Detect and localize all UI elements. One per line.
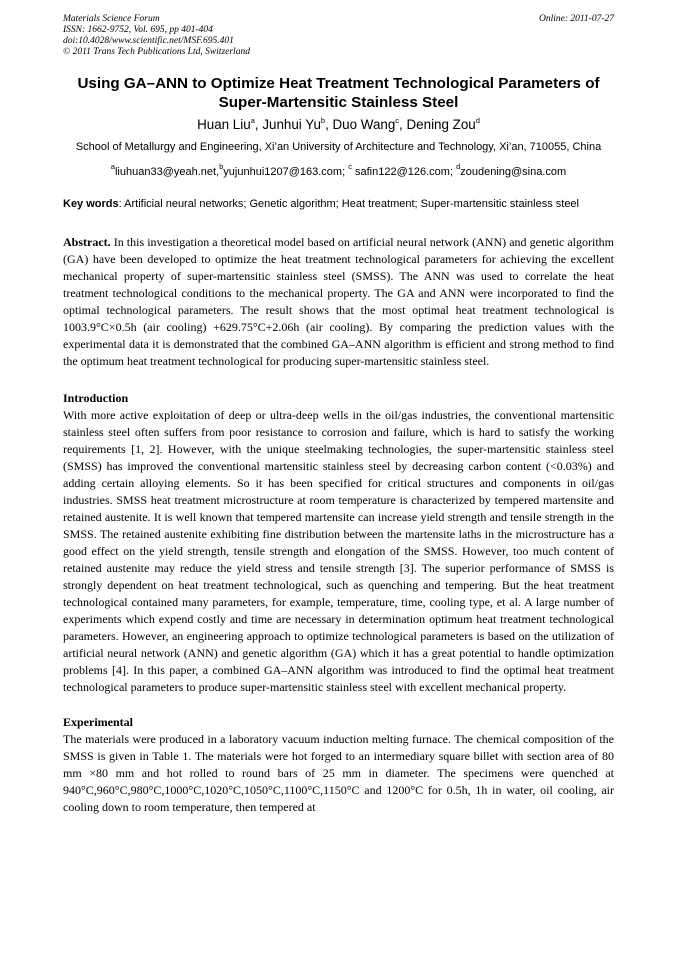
email-mark: c — [348, 162, 352, 172]
author-name: Dening Zou — [406, 117, 476, 132]
author — [262, 117, 332, 132]
affiliation: School of Metallurgy and Engineering, Xi’an University of Architecture and Technology, Xi’an, 710055, China — [75, 141, 602, 153]
author — [197, 117, 262, 132]
author — [333, 117, 407, 132]
copyright-notice: © 2011 Trans Tech Publications Ltd, Switzerland — [63, 47, 250, 57]
issn-volume: ISSN: 1662-9752, Vol. 695, pp 401-404 — [63, 25, 213, 35]
email-address[interactable]: liuhuan33@yeah.net, — [114, 166, 220, 178]
author-affiliation-mark: d — [475, 115, 480, 125]
author-emails — [63, 162, 614, 179]
abstract-label: Abstract. — [63, 235, 111, 249]
introduction-heading: Introduction — [63, 391, 129, 405]
email-address[interactable]: zoudening@sina.com — [460, 166, 567, 178]
author-affiliation-mark: b — [320, 115, 326, 125]
journal-name: Materials Science Forum — [63, 14, 160, 24]
author-name: Duo Wang — [332, 117, 396, 132]
keywords-text: : Artificial neural networks; Genetic algorithm; Heat treatment; Super-martensitic stainless steel — [118, 198, 579, 210]
experimental-heading: Experimental — [63, 715, 133, 729]
email-address[interactable]: safin122@126.com; — [351, 166, 457, 178]
author-list — [63, 116, 614, 133]
email-mark: a — [110, 162, 115, 172]
keywords-label: Key words — [63, 198, 119, 210]
author-separator: , — [399, 117, 407, 132]
author-affiliation-mark: a — [250, 115, 255, 125]
author-separator: , — [254, 117, 263, 132]
abstract — [63, 234, 614, 370]
experimental-paragraph: The materials were produced in a laboratory vacuum induction melting furnace. The chemical composition of the SMSS is given in Table 1. The materials were hot forged to an intermediary square billet with section area of 80 mm ×80 mm and hot rolled to round bars of 25 mm in diameter. The specimens were quenched at 940°C,960°C,980°C,1000°C,1020°C,1050°C,1100°C,1150°C and 1200°C for 0.5h, 1h in water, oil cooling, air cooling down to room temperature, then tempered at — [63, 732, 614, 814]
email-mark: d — [456, 162, 461, 172]
author-affiliation-mark: c — [395, 115, 400, 125]
author-name: Huan Liu — [197, 117, 251, 132]
online-date: Online: 2011-07-27 — [538, 14, 614, 24]
author-separator: , — [325, 117, 333, 132]
email-mark: b — [219, 162, 224, 172]
journal-header — [63, 14, 614, 58]
email-address[interactable]: yujunhui1207@163.com; — [223, 166, 349, 178]
paper-title: Using GA–ANN to Optimize Heat Treatment Technological Parameters of Super-Martensitic Stainless Steel — [77, 75, 600, 111]
author — [407, 117, 480, 132]
keywords — [63, 197, 614, 212]
doi-link[interactable]: doi:10.4028/www.scientific.net/MSF.695.401 — [63, 36, 234, 46]
publication-info — [63, 14, 250, 58]
abstract-text: In this investigation a theoretical model based on artificial neural network (ANN) and genetic algorithm (GA) have been developed to optimize the heat treatment technological parameters for achieving the excellent mechanical property of super-martensitic stainless steel (SMSS). The ANN was used to correlate the heat treatment technological conditions to the mechanical property. The GA and ANN were incorporated to find the optimal technological parameters. The result shows that the most optimal heat treatment technological is 1003.9°C×0.5h (air cooling) +629.75°C+2.06h (air cooling). By comparing the prediction values with the experimental data it is demonstrated that the combined GA–ANN algorithm is efficient and strong method to find the optimum heat treatment technological for producing super-martensitic stainless steel. — [63, 235, 614, 368]
introduction-paragraph: With more active exploitation of deep or ultra-deep wells in the oil/gas industries, the conventional martensitic stainless steel often suffers from poor resistance to corrosion and failure, which is hard to satisfy the working requirements [1, 2]. However, with the unique steelmaking technologies, the super-martensitic stainless steel (SMSS) has improved the conventional martensitic stainless steel by decreasing carbon content (<0.03%) and adding certain alloying elements. So it has been specified for critical structures and components in oil/gas industries. SMSS heat treatment microstructure at room temperature is characterized by tempered martensite and retained austenite. It is well known that tempered martensite can increase yield strength and tensile strength in the SMSS. The retained austenite exhibiting fine distribution between the martensite laths in the microstructure has a good effect on the yield strength, tensile strength and elongation of the SMSS. However, too much content of retained austenite may reduce the yield stress and tensile strength [3]. The superior performance of SMSS is strongly dependent on heat treatment technological, such as quenching and tempering. But the heat treatment technological contained many parameters, for example, temperature, time, cooling type, et al. A large number of experiments which expend costly and time are necessary in determination optimum heat treatment technological parameters. However, an engineering approach to optimize technological parameters is based on the utilization of artificial neural network (ANN) and genetic algorithm (GA) which it has a great potential to handle optimization problems [4]. In this paper, a combined GA–ANN algorithm was introduced to find the optimal heat treatment technological parameters to produce super-martensitic stainless steel with excellent mechanical property. — [63, 408, 614, 694]
author-name: Junhui Yu — [262, 117, 321, 132]
